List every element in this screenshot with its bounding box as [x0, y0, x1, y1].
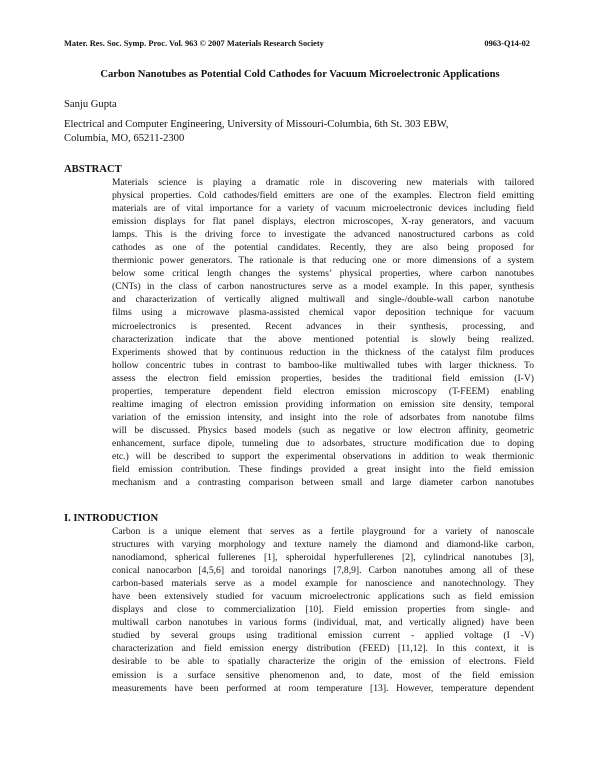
introduction-heading: I. INTRODUCTION [64, 513, 159, 524]
introduction-line: measurements have been performed at room temperature [13]. However, temperature dependent [112, 682, 534, 694]
introduction-line: carbon-based materials serve as a model example for nanoscience and nanotechnology. They [112, 578, 534, 590]
abstract-line: Experiments showed that by continuous reduction in the thickness of the catalyst film produces [112, 346, 534, 358]
introduction-line: displays and close to commercialization [10]. Field emission properties from single- and [112, 604, 534, 616]
abstract-line: properties, temperature dependent field electron emission microscopy (T-FEEM) enabling [112, 385, 534, 397]
abstract-body [64, 176, 534, 489]
introduction-paragraph [64, 525, 534, 695]
author-name: Sanju Gupta [64, 99, 117, 110]
author-affiliation [64, 118, 532, 146]
introduction-line: have been extensively studied for vacuum microelectronic applications such as field emission [112, 591, 534, 603]
abstract-line: below some critical length changes the systems’ physical properties, where carbon nanotubes [112, 268, 534, 280]
abstract-line: realtime imaging of electron emission providing information on emission site density, temporal [112, 398, 534, 410]
introduction-line: structures with varying morphology and texture namely the diamond and diamond-like carbon, [112, 539, 534, 551]
abstract-line: microelectronics is presented. Recent advances in their synthesis, processing, and [112, 320, 534, 332]
introduction-line: characterization and field emission energy distribution (FEED) [11,12]. In this context, it is [112, 643, 534, 655]
running-header [64, 39, 530, 51]
introduction-line: multiwall carbon nanotubes in various forms (individual, mat, and vertically aligned) have been [112, 617, 534, 629]
introduction-line: emission is a surface sensitive phenomenon and, to date, most of the field emission [112, 669, 534, 681]
abstract-line: films using a microwave plasma-assisted chemical vapor deposition technique for vacuum [112, 307, 534, 319]
affiliation-line: Columbia, MO, 65211-2300 [64, 133, 185, 145]
affiliation-line: Electrical and Computer Engineering, University of Missouri-Columbia, 6th St. 303 EBW, [64, 119, 449, 130]
abstract-line: thermionic power generators. The rationale is that reducing one or more dimensions of a system [112, 255, 534, 267]
abstract-line: field emission contribution. These findings provided a great insight into the field emission [112, 464, 534, 476]
paper-id: 0963-Q14-02 [484, 39, 530, 48]
abstract-line: cathodes as one of the potential candidates. Recently, they are also being proposed for [112, 242, 534, 254]
abstract-line: mechanism and a contrasting comparison between small and large diameter carbon nanotubes [112, 477, 534, 489]
abstract-line: physical properties. Cold cathodes/field emitters are one of the examples. Electron field emitting [112, 190, 534, 202]
journal-citation: Mater. Res. Soc. Symp. Proc. Vol. 963 © 2007 Materials Research Society [64, 39, 324, 48]
abstract-line: hollow concentric tubes in contrast to bamboo-like multiwalled tubes with larger thickness. To [112, 359, 534, 371]
introduction-body [64, 525, 534, 695]
abstract-heading: ABSTRACT [64, 164, 122, 175]
abstract-line: emission displays for flat panel displays, electron microscopes, X-ray generators, and vacuum [112, 216, 534, 228]
introduction-line: conical nanocarbon [4,5,6] and toroidal nanorings [7,8,9]. Carbon nanotubes among all of these [112, 565, 534, 577]
abstract-line: will be discussed. Physics based models (such as negative or low electron affinity, geometric [112, 424, 534, 436]
abstract-line: materials are of vital importance for a variety of vacuum microelectronic devices including field [112, 203, 534, 215]
abstract-paragraph [64, 176, 534, 489]
introduction-line: desirable to be able to spatially characterize the origin of the emission of electrons. Field [112, 656, 534, 668]
abstract-line: assess the electron field emission properties, besides the traditional field emission (I-V) [112, 372, 534, 384]
introduction-line: nanodiamond, spherical fullerenes [1], spheroidal hyperfullerenes [2], cylindrical nanotubes [3], [112, 552, 534, 564]
abstract-line: and characterization of vertically aligned multiwall and single-/double-wall carbon nanotube [112, 294, 534, 306]
abstract-line: characterization indicate that the above mentioned potential is slowly being realized. [112, 333, 534, 345]
abstract-line: Materials science is playing a dramatic role in discovering new materials with tailored [112, 177, 534, 188]
abstract-line: etc.) will be described to support the experimental observations in addition to weak thermionic [112, 450, 534, 462]
paper-title: Carbon Nanotubes as Potential Cold Cathodes for Vacuum Microelectronic Applications [100, 69, 500, 80]
introduction-line: studied by several groups using traditional emission current - applied voltage (I -V) [112, 630, 534, 642]
abstract-line: (CNTs) in the class of carbon nanostructures serve as a model example. In this paper, synthesis [112, 281, 534, 293]
introduction-line: Carbon is a unique element that serves as a fertile playground for a variety of nanoscale [112, 526, 534, 537]
abstract-line: lamps. This is the driving force to investigate the advanced nanostructured carbons as cold [112, 229, 534, 241]
abstract-line: enhancement, surface dipole, tunneling due to adsorbates, structure modification due to doping [112, 437, 534, 449]
abstract-line: variation of the emission intensity, and insight into the role of adsorbates from nanotube films [112, 411, 534, 423]
